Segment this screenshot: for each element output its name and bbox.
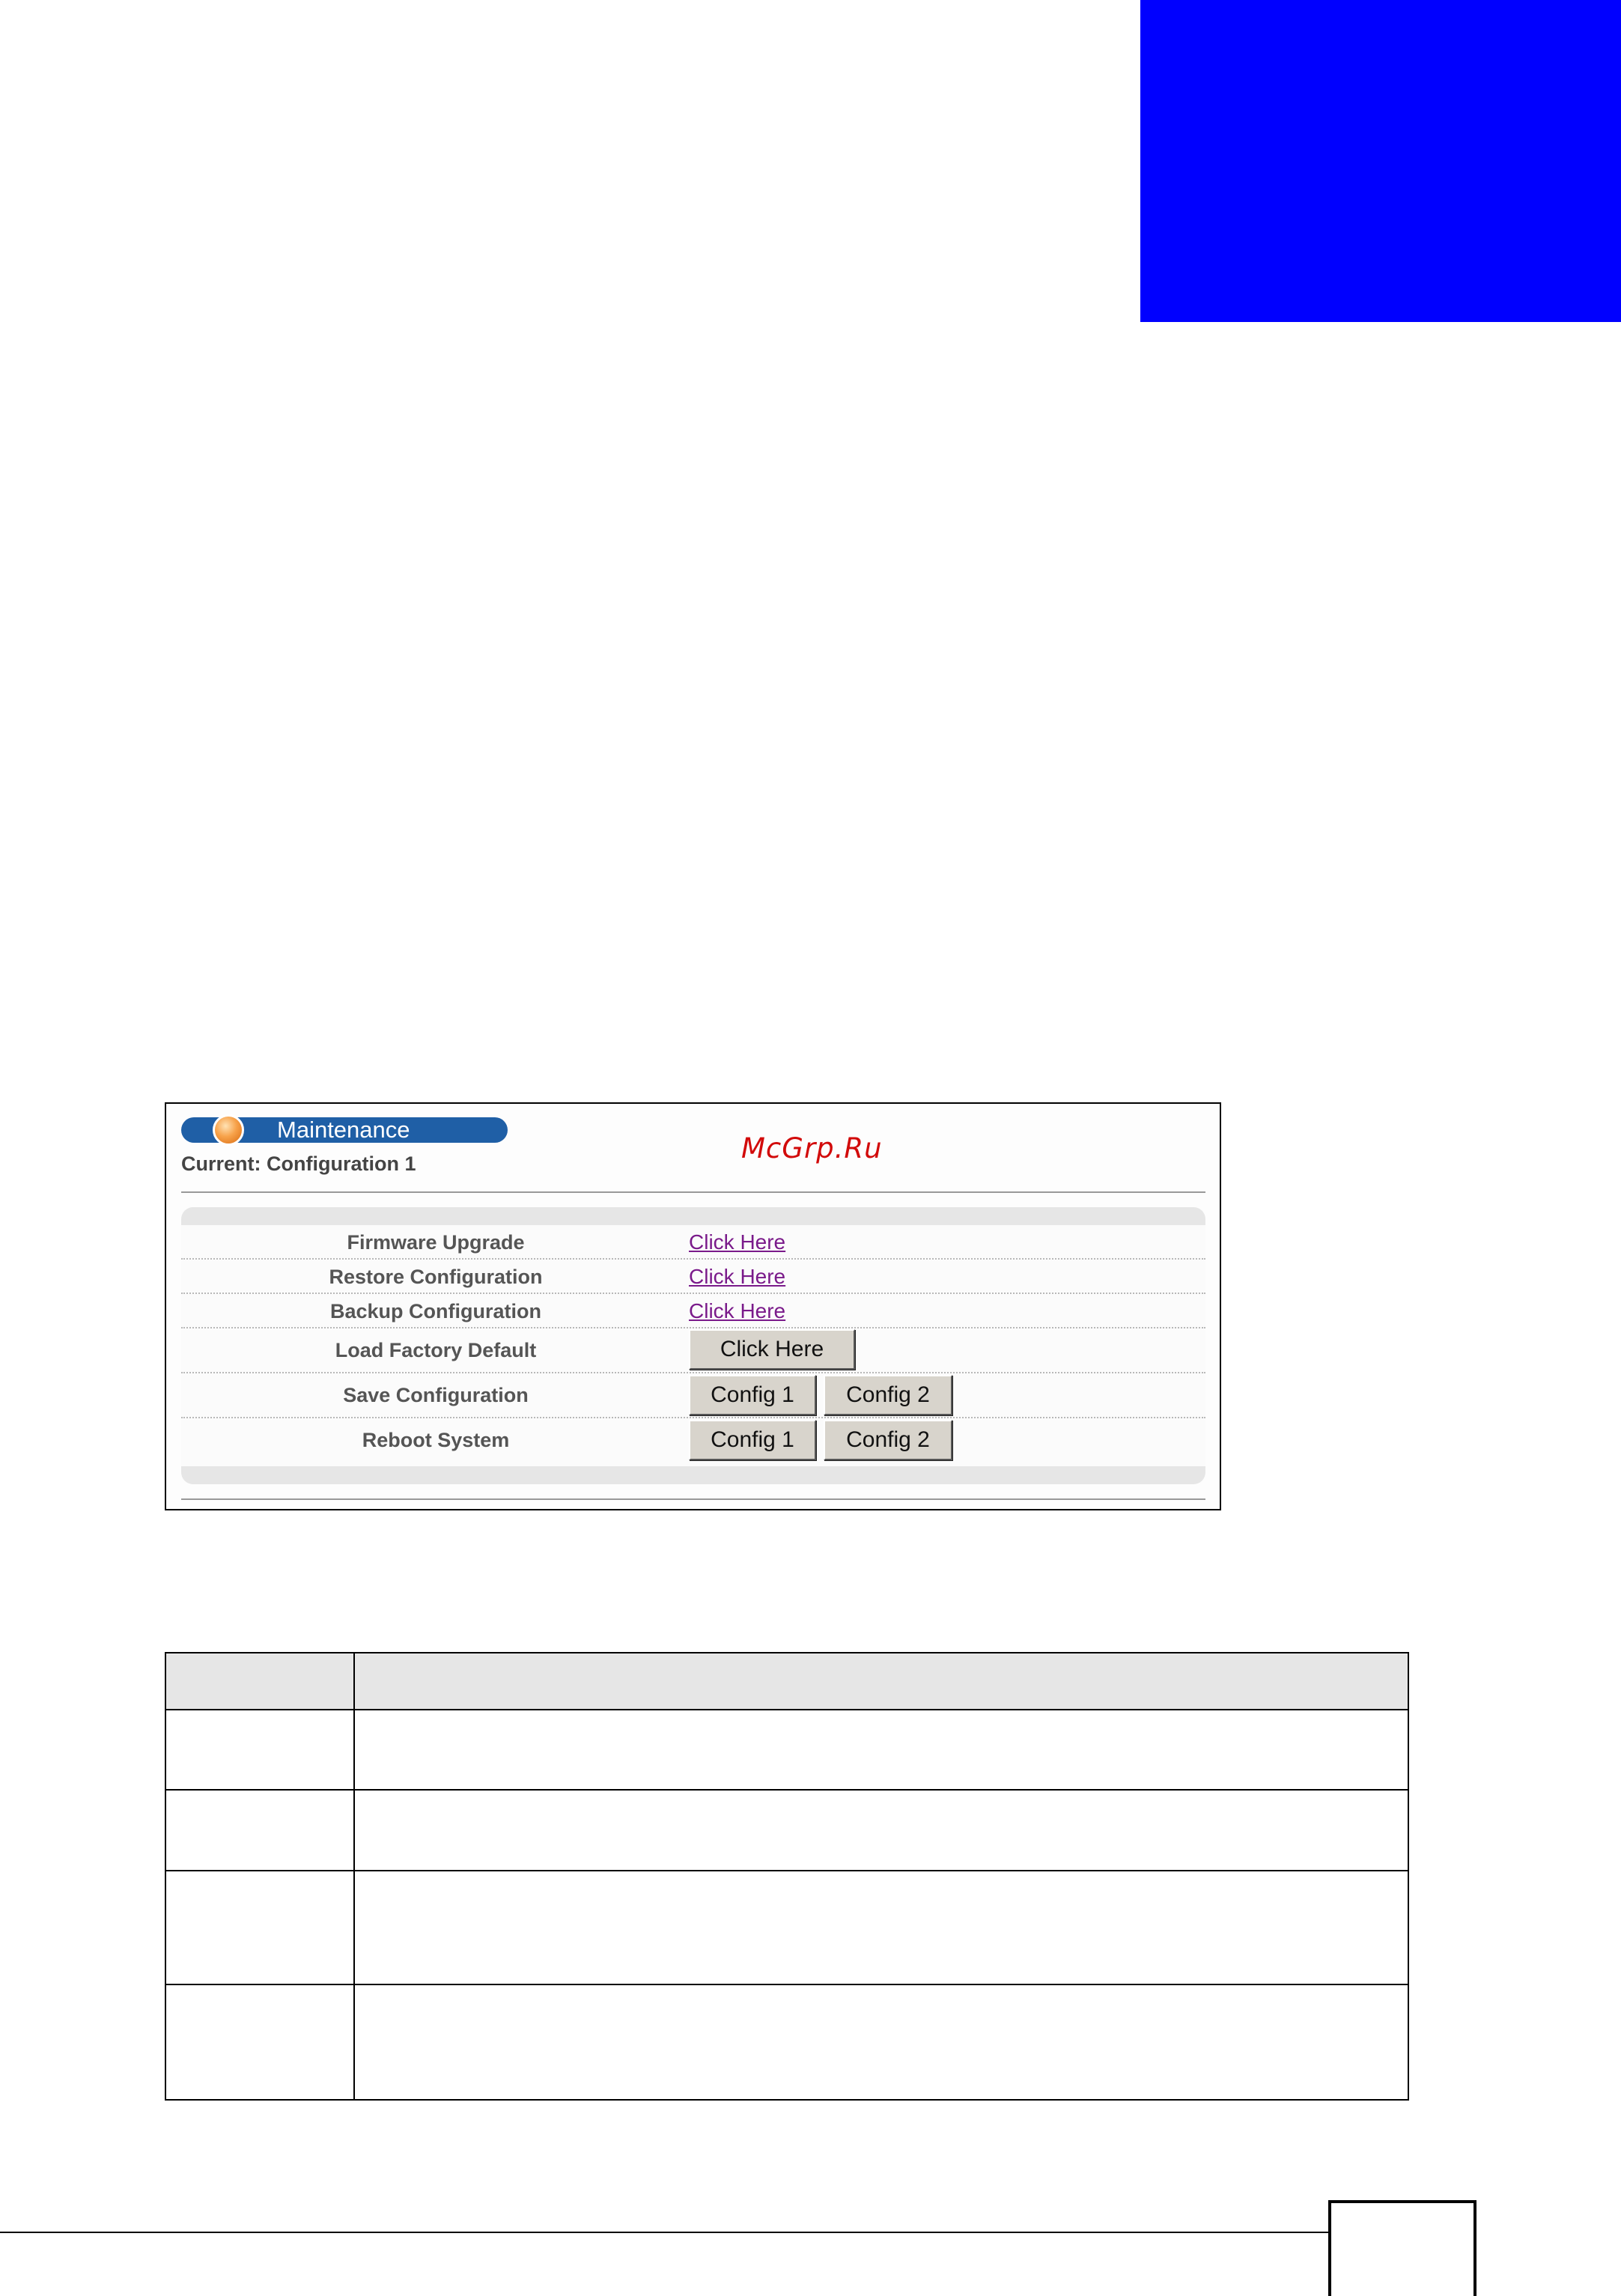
- reboot-system-label: Reboot System: [362, 1429, 510, 1451]
- maintenance-screenshot: [165, 1102, 1221, 1510]
- maintenance-title-bar: [181, 1117, 508, 1143]
- firmware-upgrade-link[interactable]: Click Here: [689, 1230, 786, 1254]
- divider: [181, 1498, 1205, 1500]
- row-firmware-upgrade: [181, 1225, 1205, 1260]
- save-configuration-label: Save Configuration: [343, 1384, 529, 1406]
- backup-configuration-link[interactable]: Click Here: [689, 1299, 786, 1322]
- table-row-divider: [166, 1789, 1408, 1791]
- firmware-upgrade-label: Firmware Upgrade: [347, 1231, 525, 1254]
- row-restore-configuration: [181, 1260, 1205, 1294]
- orange-ball-icon: [213, 1114, 244, 1146]
- field-description-table: [165, 1652, 1409, 2101]
- restore-configuration-label: Restore Configuration: [329, 1266, 543, 1288]
- reboot-config-2-button[interactable]: Config 2: [824, 1420, 952, 1460]
- backup-configuration-label: Backup Configuration: [330, 1300, 541, 1322]
- table-header: [166, 1653, 1408, 1710]
- row-backup-configuration: [181, 1294, 1205, 1328]
- current-configuration-label: Current: Configuration 1: [181, 1152, 416, 1175]
- save-config-1-button[interactable]: Config 1: [689, 1375, 816, 1415]
- save-config-2-button[interactable]: Config 2: [824, 1375, 952, 1415]
- divider: [181, 1191, 1205, 1193]
- maintenance-panel: [181, 1207, 1205, 1484]
- column-divider: [353, 1653, 355, 2099]
- load-factory-default-button[interactable]: Click Here: [689, 1329, 855, 1370]
- maintenance-title: Maintenance: [277, 1117, 410, 1143]
- watermark: McGrp.Ru: [741, 1132, 883, 1164]
- reboot-config-1-button[interactable]: Config 1: [689, 1420, 816, 1460]
- row-reboot-system: [181, 1418, 1205, 1463]
- table-row-divider: [166, 1984, 1408, 1985]
- load-factory-default-label: Load Factory Default: [335, 1339, 537, 1361]
- row-save-configuration: [181, 1373, 1205, 1418]
- restore-configuration-link[interactable]: Click Here: [689, 1265, 786, 1288]
- maintenance-rows: [181, 1225, 1205, 1466]
- row-load-factory-default: [181, 1328, 1205, 1373]
- chapter-tab-block: [1140, 0, 1621, 322]
- footer-rule: [0, 2232, 1329, 2233]
- table-row-divider: [166, 1870, 1408, 1871]
- page-number-box: [1328, 2200, 1476, 2296]
